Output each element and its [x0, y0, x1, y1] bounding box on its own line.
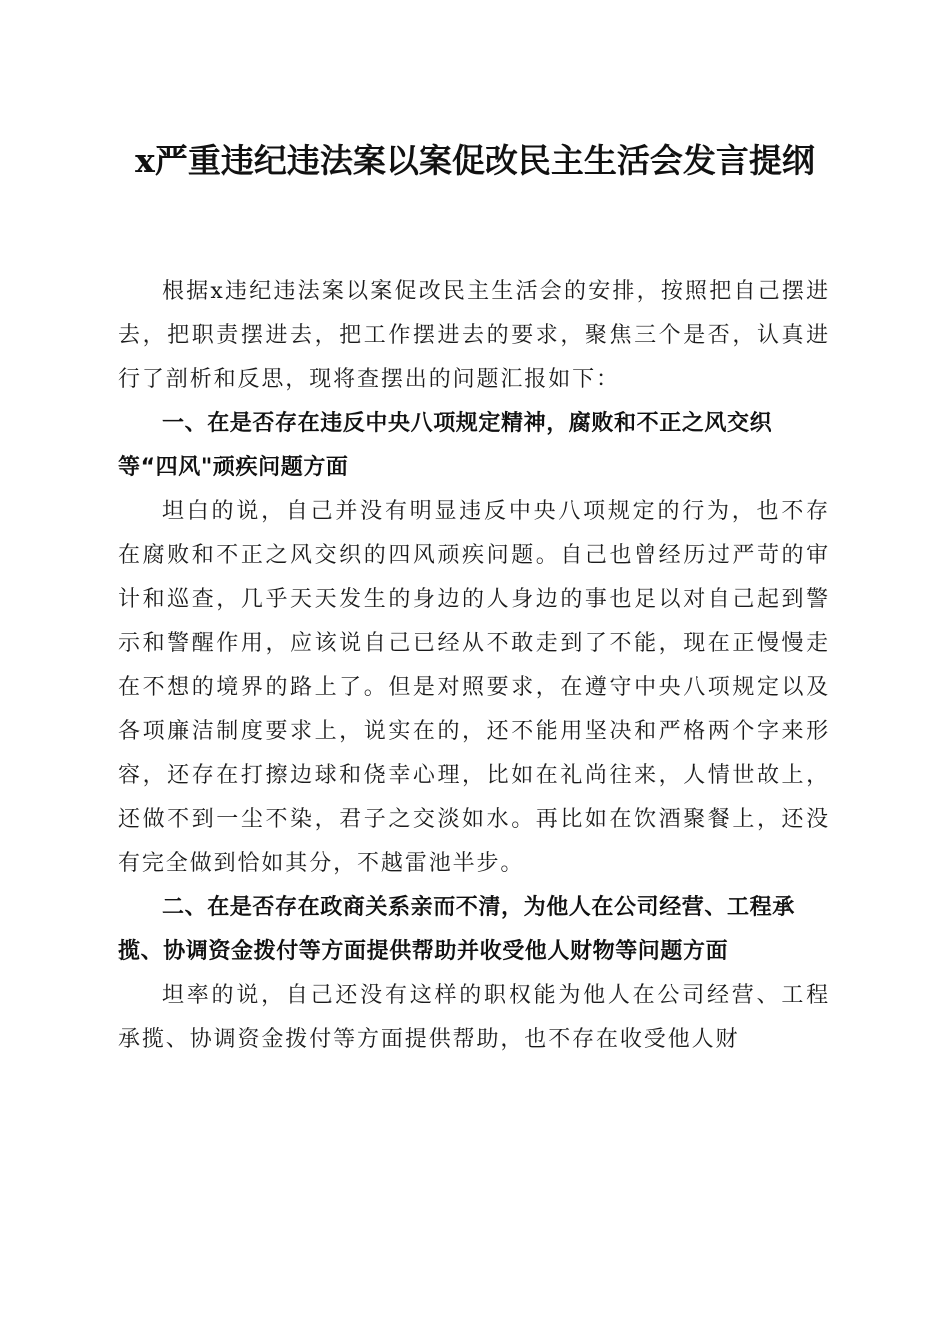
- intro-paragraph: 根据x违纪违法案以案促改民主生活会的安排，按照把自己摆进去，把职责摆进去，把工作摆进去的要求，聚焦三个是否，认真进行了剖析和反思，现将查摆出的问题汇报如下：: [118, 279, 830, 392]
- section-2-paragraph: 坦率的说，自己还没有这样的职权能为他人在公司经营、工程承揽、协调资金拨付等方面提供帮助，也不存在收受他人财: [118, 983, 830, 1052]
- section-heading-2: 二、在是否存在政商关系亲而不清，为他人在公司经营、工程承揽、协调资金拨付等方面提供帮助并收受他人财物等问题方面: [118, 895, 795, 964]
- section-1-paragraph: 坦白的说，自己并没有明显违反中央八项规定的行为，也不存在腐败和不正之风交织的四风顽疾问题。自己也曾经历过严苛的审计和巡查，几乎天天发生的身边的人身边的事也足以对自己起到警示和警醒作用，应该说自己已经从不敢走到了不能，现在正慢慢走在不想的境界的路上了。但是对照要求，在遵守中央八项规定以及各项廉洁制度要求上，说实在的，还不能用坚决和严格两个字来形容，还存在打擦边球和侥幸心理，比如在礼尚往来，人情世故上，还做不到一尘不染，君子之交淡如水。再比如在饮酒聚餐上，还没有完全做到恰如其分，不越雷池半步。: [118, 499, 830, 876]
- section-heading-1: 一、在是否存在违反中央八项规定精神，腐败和不正之风交织等“四风"顽疾问题方面: [118, 411, 773, 480]
- document-title: x严重违纪违法案以案促改民主生活会发言提纲: [135, 141, 815, 180]
- document-body: [118, 270, 830, 1062]
